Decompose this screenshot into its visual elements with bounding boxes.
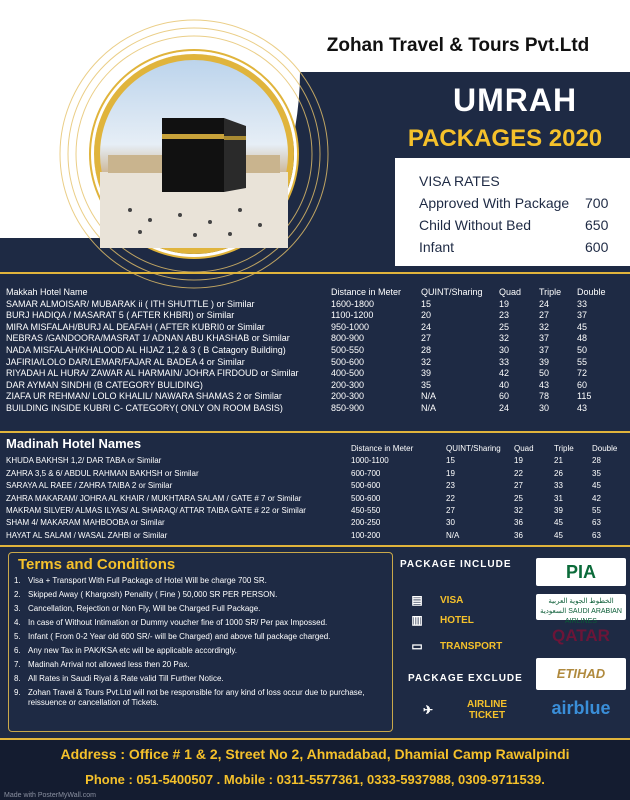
table-cell: SAMAR ALMOISAR/ MUBARAK ii ( ITH SHUTTLE ) or Similar: [6, 298, 255, 309]
table-cell: 27: [539, 310, 550, 321]
saudi-airlines-logo: الخطوط الجوية العربية السعودية SAUDI ARABIAN AIRLINES: [536, 594, 626, 620]
table-cell: 23: [446, 481, 455, 491]
terms-text: Madinah Arrival not allowed less then 20 Pax.: [28, 660, 190, 669]
table-row: [6, 299, 626, 311]
table-cell: 500-550: [331, 344, 365, 355]
madinah-table: [6, 443, 626, 542]
terms-title: Terms and Conditions: [18, 556, 176, 573]
etihad-logo: ETIHAD: [536, 658, 626, 690]
table-cell: 33: [577, 298, 588, 309]
table-cell: 37: [539, 344, 550, 355]
table-cell: 30: [499, 344, 510, 355]
terms-item: [14, 660, 389, 670]
table-cell: 40: [499, 379, 510, 390]
terms-text: Visa + Transport With Full Package of Hotel Will be charge 700 SR.: [28, 576, 267, 585]
table-cell: 63: [592, 530, 601, 540]
table-cell: 50: [577, 344, 588, 355]
visa-heading: VISA RATES: [419, 173, 500, 189]
table-cell: 22: [514, 468, 523, 478]
table-header: [6, 287, 626, 299]
table-cell: JAFIRIA/LOLO DAR/LEMAR/FAJAR AL BADEA 4 or Similar: [6, 356, 245, 367]
terms-number: 2.: [14, 590, 21, 599]
makkah-table: [6, 287, 626, 415]
table-cell: 400-500: [331, 368, 365, 379]
terms-number: 9.: [14, 688, 21, 697]
table-cell: 35: [421, 379, 432, 390]
include-hotel: ▥ HOTEL: [411, 613, 474, 627]
terms-text: All Rates in Saudi Riyal & Rate valid Till Further Notice.: [28, 674, 224, 683]
divider: [0, 545, 630, 547]
table-row: [6, 493, 626, 505]
table-cell: 28: [592, 456, 601, 466]
table-cell: KHUDA BAKHSH 1,2/ DAR TABA or Similar: [6, 456, 162, 466]
table-cell: 60: [499, 391, 510, 402]
pia-logo: PIA: [536, 558, 626, 586]
table-cell: Makkah Hotel Name: [6, 287, 88, 297]
table-cell: 600-700: [351, 468, 381, 478]
table-cell: 19: [446, 468, 455, 478]
table-cell: 63: [592, 518, 601, 528]
table-cell: ZAHRA MAKARAM/ JOHRA AL KHAIR / MUKHTARA SALAM / GATE # 7 or Similar: [6, 493, 302, 503]
table-cell: Quad: [499, 287, 522, 297]
table-cell: Double: [592, 444, 618, 453]
table-cell: 25: [514, 493, 523, 503]
table-row: [6, 403, 626, 415]
table-cell: ZIAFA UR REHMAN/ LOLO KHALIL/ NAWARA SHAMAS 2 or Similar: [6, 391, 282, 402]
table-cell: MIRA MISFALAH/BURJ AL DEAFAH ( AFTER KUBRI0 or Similar: [6, 321, 265, 332]
table-cell: 27: [421, 333, 432, 344]
table-cell: 36: [514, 530, 523, 540]
visa-row: Approved With Package 700: [419, 195, 609, 211]
table-row: [6, 322, 626, 334]
table-cell: 42: [592, 493, 601, 503]
airblue-logo: airblue: [551, 698, 611, 718]
table-cell: 1100-1200: [331, 310, 374, 321]
table-row: [6, 357, 626, 369]
table-cell: 50: [539, 368, 550, 379]
table-cell: 24: [539, 298, 550, 309]
table-cell: N/A: [421, 391, 437, 402]
terms-item: [14, 674, 389, 684]
terms-item: [14, 576, 389, 586]
table-cell: QUINT/Sharing: [421, 287, 483, 297]
table-cell: 36: [514, 518, 523, 528]
table-cell: 39: [539, 356, 550, 367]
table-cell: 1600-1800: [331, 298, 375, 309]
table-cell: 500-600: [331, 356, 365, 367]
table-cell: 55: [592, 505, 601, 515]
terms-text: Infant ( From 0-2 Year old 600 SR/- will be Charged) and above full package charged.: [28, 632, 331, 641]
terms-item: [14, 646, 389, 656]
phone: Phone : 051-5400507 . Mobile : 0311-5577361, 0333-5937988, 0309-9711539.: [85, 772, 545, 787]
terms-list: [14, 576, 389, 712]
divider: [0, 738, 630, 740]
table-cell: 32: [514, 505, 523, 515]
table-cell: 15: [421, 298, 432, 309]
table-cell: 39: [421, 368, 432, 379]
qatar-logo: QATAR: [552, 626, 610, 645]
table-cell: 20: [421, 310, 432, 321]
table-row: [6, 333, 626, 345]
table-cell: 35: [592, 468, 601, 478]
table-cell: Distance in Meter: [351, 444, 414, 453]
table-cell: N/A: [421, 402, 437, 413]
table-cell: 19: [499, 298, 510, 309]
madinah-title: Madinah Hotel Names: [6, 436, 142, 451]
table-cell: 22: [446, 493, 455, 503]
table-cell: 45: [554, 530, 563, 540]
table-cell: SARAYA AL RAEE / ZAHRA TAIBA 2 or Similar: [6, 481, 173, 491]
table-cell: 45: [592, 481, 601, 491]
table-cell: 42: [499, 368, 510, 379]
terms-text: Cancellation, Rejection or Non Fly, Will be Charged Full Package.: [28, 604, 261, 613]
terms-text: Zohan Travel & Tours Pvt.Ltd will not be responsible for any kind of loss occur due to purchase, reissuence or cancellation of Tickets.: [28, 688, 365, 707]
table-row: [6, 455, 626, 467]
table-row: [6, 380, 626, 392]
bus-icon: ▭: [411, 639, 423, 653]
include-visa: ▤ VISA: [411, 593, 464, 607]
table-cell: 39: [554, 505, 563, 515]
made-with: Made with PosterMyWall.com: [4, 792, 96, 799]
table-cell: 45: [577, 321, 588, 332]
table-cell: 37: [539, 333, 550, 344]
visa-row: Child Without Bed 650: [419, 217, 609, 233]
terms-item: [14, 604, 389, 614]
table-cell: 30: [539, 402, 550, 413]
table-cell: MAKRAM SILVER/ ALMAS ILYAS/ AL SHARAQ/ ATTAR TAIBA GATE # 22 or Similar: [6, 505, 306, 515]
table-cell: 27: [446, 505, 455, 515]
table-header: [6, 443, 626, 455]
terms-number: 5.: [14, 632, 21, 641]
title-umrah: UMRAH: [452, 82, 578, 118]
package-exclude-title: PACKAGE EXCLUDE: [408, 673, 523, 684]
table-cell: 55: [577, 356, 588, 367]
table-cell: 800-900: [331, 333, 365, 344]
include-transport: ▭ TRANSPORT: [411, 639, 503, 653]
table-cell: 32: [421, 356, 432, 367]
table-row: [6, 468, 626, 480]
table-cell: 200-300: [331, 379, 365, 390]
airplane-icon: ✈: [422, 703, 434, 717]
table-cell: 1000-1100: [351, 456, 389, 466]
table-cell: N/A: [446, 530, 460, 540]
terms-item: [14, 618, 389, 628]
table-cell: NEBRAS /GANDOORA/MASRAT 1/ ADNAN ABU KHASHAB or Similar: [6, 333, 290, 344]
terms-number: 6.: [14, 646, 21, 655]
table-cell: 60: [577, 379, 588, 390]
table-cell: SHAM 4/ MAKARAM MAHBOOBA or Similar: [6, 518, 165, 528]
terms-number: 4.: [14, 618, 21, 627]
table-cell: 31: [554, 493, 563, 503]
terms-text: Any new Tax in PAK/KSA etc will be applicable accordingly.: [28, 646, 237, 655]
kaaba-image: [94, 54, 294, 254]
divider: [0, 272, 630, 274]
table-cell: Triple: [554, 444, 574, 453]
table-cell: Double: [577, 287, 606, 297]
table-cell: BUILDING INSIDE KUBRI C- CATEGORY( ONLY ON ROOM BASIS): [6, 402, 283, 413]
company-name: Zohan Travel & Tours Pvt.Ltd: [326, 35, 590, 56]
table-row: [6, 310, 626, 322]
table-cell: 48: [577, 333, 588, 344]
table-cell: 33: [554, 481, 563, 491]
visa-row: Infant 600: [419, 239, 609, 255]
table-cell: 43: [577, 402, 588, 413]
table-cell: 43: [539, 379, 550, 390]
table-cell: 200-300: [331, 391, 365, 402]
table-cell: 450-550: [351, 505, 381, 515]
table-cell: 25: [499, 321, 510, 332]
table-cell: Quad: [514, 444, 534, 453]
package-include-title: PACKAGE INCLUDE: [400, 559, 512, 570]
table-cell: 32: [499, 333, 510, 344]
table-cell: HAYAT AL SALAM / WASAL ZAHBI or Similar: [6, 530, 168, 540]
table-cell: 850-900: [331, 402, 365, 413]
table-cell: 27: [514, 481, 523, 491]
table-cell: QUINT/Sharing: [446, 444, 501, 453]
table-row: [6, 480, 626, 492]
table-row: [6, 530, 626, 542]
table-cell: 30: [446, 518, 455, 528]
table-cell: 32: [539, 321, 550, 332]
table-cell: Triple: [539, 287, 562, 297]
hotel-icon: ▥: [411, 613, 423, 627]
table-cell: 200-250: [351, 518, 381, 528]
table-cell: BURJ HADIQA / MASARAT 5 ( AFTER KHBRI) or Similar: [6, 310, 235, 321]
table-cell: 950-1000: [331, 321, 370, 332]
terms-item: [14, 632, 389, 642]
terms-number: 7.: [14, 660, 21, 669]
table-cell: 15: [446, 456, 455, 466]
table-row: [6, 517, 626, 529]
table-row: [6, 368, 626, 380]
table-cell: [6, 443, 351, 455]
table-cell: ZAHRA 3,5 & 6/ ABDUL RAHMAN BAKHSH or Similar: [6, 468, 199, 478]
table-cell: 115: [577, 391, 592, 402]
divider: [0, 431, 630, 433]
table-cell: 33: [499, 356, 510, 367]
terms-item: [14, 590, 389, 600]
table-cell: 24: [421, 321, 432, 332]
table-cell: 21: [554, 456, 563, 466]
table-cell: 45: [554, 518, 563, 528]
table-cell: DAR AYMAN SINDHI (B CATEGORY BULIDING): [6, 379, 203, 390]
table-cell: 24: [499, 402, 510, 413]
table-row: [6, 345, 626, 357]
table-cell: 100-200: [351, 530, 381, 540]
table-cell: 28: [421, 344, 432, 355]
passport-icon: ▤: [411, 593, 423, 607]
table-cell: 26: [554, 468, 563, 478]
terms-text: In case of Without Intimation or Dummy voucher fine of 1000 SR/ Per pax Impossed.: [28, 618, 328, 627]
subtitle-packages: PACKAGES 2020: [407, 125, 603, 152]
table-cell: 500-600: [351, 493, 381, 503]
table-cell: NADA MISFALAH/KHALOOD AL HIJAZ 1,2 & 3 ( B Catagory Building): [6, 344, 286, 355]
exclude-airline-ticket: ✈ AIRLINE TICKET: [410, 699, 540, 721]
terms-text: Skipped Away ( Khargosh) Penality ( Fine ) 50,000 SR PER PERSON.: [28, 590, 278, 599]
table-cell: 19: [514, 456, 523, 466]
terms-number: 3.: [14, 604, 21, 613]
table-cell: Distance in Meter: [331, 287, 402, 297]
terms-item: [14, 688, 389, 708]
table-cell: 23: [499, 310, 510, 321]
header: [0, 0, 630, 272]
table-cell: 72: [577, 368, 588, 379]
terms-number: 8.: [14, 674, 21, 683]
address: Address : Office # 1 & 2, Street No 2, Ahmadabad, Dhamial Camp Rawalpindi: [60, 746, 570, 762]
table-row: [6, 505, 626, 517]
terms-number: 1.: [14, 576, 21, 585]
table-cell: 500-600: [351, 481, 381, 491]
visa-rates: [405, 170, 625, 258]
table-cell: 78: [539, 391, 550, 402]
table-cell: 37: [577, 310, 588, 321]
table-cell: RIYADAH AL HURA/ ZAWAR AL HARMAIN/ JOHRA FIRDOUD or Similar: [6, 368, 299, 379]
table-row: [6, 391, 626, 403]
